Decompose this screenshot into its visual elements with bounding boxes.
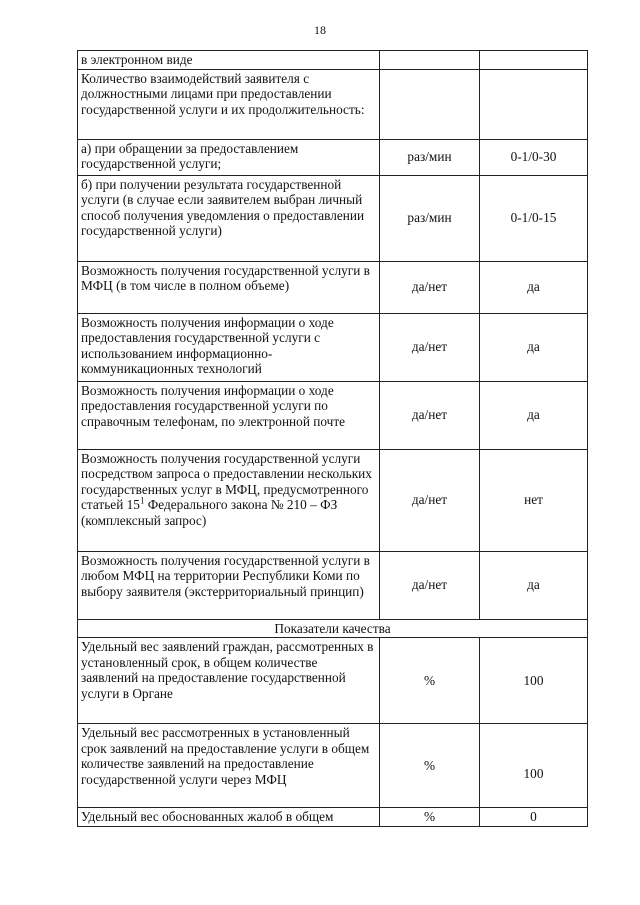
indicator-cell: Возможность получения информации о ходе предоставления государственной услуги с использованием информационно-коммуникационных технологий [78, 313, 380, 381]
value-cell: 0-1/0-30 [480, 139, 588, 175]
unit-cell: да/нет [380, 313, 480, 381]
table-row [78, 449, 588, 551]
table-row [78, 808, 588, 827]
value-cell: да [480, 381, 588, 449]
unit-cell: да/нет [380, 449, 480, 551]
table-row [78, 175, 588, 261]
table-row [78, 69, 588, 139]
unit-cell: да/нет [380, 261, 480, 313]
superscript: 1 [139, 495, 145, 506]
unit-cell: да/нет [380, 551, 480, 619]
indicators-table [77, 50, 588, 827]
section-row [78, 619, 588, 638]
table-row [78, 313, 588, 381]
table-row [78, 261, 588, 313]
value-cell: нет [480, 449, 588, 551]
value-cell: 100 [480, 638, 588, 724]
table-row [78, 51, 588, 70]
indicator-cell: Удельный вес обоснованных жалоб в общем [78, 808, 380, 827]
indicator-cell: в электронном виде [78, 51, 380, 70]
indicator-cell: Удельный вес рассмотренных в установленный срок заявлений на предоставление услуги в общем количестве заявлений на предоставление государственной услуги через МФЦ [78, 724, 380, 808]
value-cell: да [480, 261, 588, 313]
indicator-cell: Количество взаимодействий заявителя с должностными лицами при предоставлении государственной услуги и их продолжительность: [78, 69, 380, 139]
table-row [78, 638, 588, 724]
unit-cell: % [380, 638, 480, 724]
value-cell: да [480, 551, 588, 619]
value-cell: 0 [480, 808, 588, 827]
value-cell: да [480, 313, 588, 381]
indicator-cell: б) при получении результата государственной услуги (в случае если заявителем выбран личный способ получения уведомления о предоставлении государственной услуги) [78, 175, 380, 261]
table-row [78, 724, 588, 808]
section-title: Показатели качества [78, 619, 588, 638]
indicator-cell: Возможность получения информации о ходе предоставления государственной услуги по справочным телефонам, по электронной почте [78, 381, 380, 449]
table-row [78, 551, 588, 619]
indicator-cell: а) при обращении за предоставлением государственной услуги; [78, 139, 380, 175]
table-row [78, 381, 588, 449]
indicator-cell: Удельный вес заявлений граждан, рассмотренных в установленный срок, в общем количестве заявлений на предоставление государственной услуги в Органе [78, 638, 380, 724]
unit-cell: % [380, 724, 480, 808]
indicator-text: Возможность получения государственной услуги посредством запроса о предоставлении нескольких государственных услуг в МФЦ, предусмотренного статьей 15 [81, 450, 372, 513]
indicator-cell: Возможность получения государственной услуги в МФЦ (в том числе в полном объеме) [78, 261, 380, 313]
table-row [78, 139, 588, 175]
unit-cell: раз/мин [380, 175, 480, 261]
value-cell: 0-1/0-15 [480, 175, 588, 261]
value-cell: 100 [480, 724, 588, 808]
indicator-text: Федерального закона № 210 – ФЗ (комплексный запрос) [81, 497, 338, 528]
unit-cell: раз/мин [380, 139, 480, 175]
indicator-cell: Возможность получения государственной услуги в любом МФЦ на территории Республики Коми по выбору заявителя (экстерриториальный принцип) [78, 551, 380, 619]
unit-cell: % [380, 808, 480, 827]
unit-cell: да/нет [380, 381, 480, 449]
unit-cell [380, 51, 480, 70]
indicator-cell [78, 449, 380, 551]
value-cell [480, 51, 588, 70]
unit-cell [380, 69, 480, 139]
value-cell [480, 69, 588, 139]
page-number: 18 [314, 23, 326, 37]
